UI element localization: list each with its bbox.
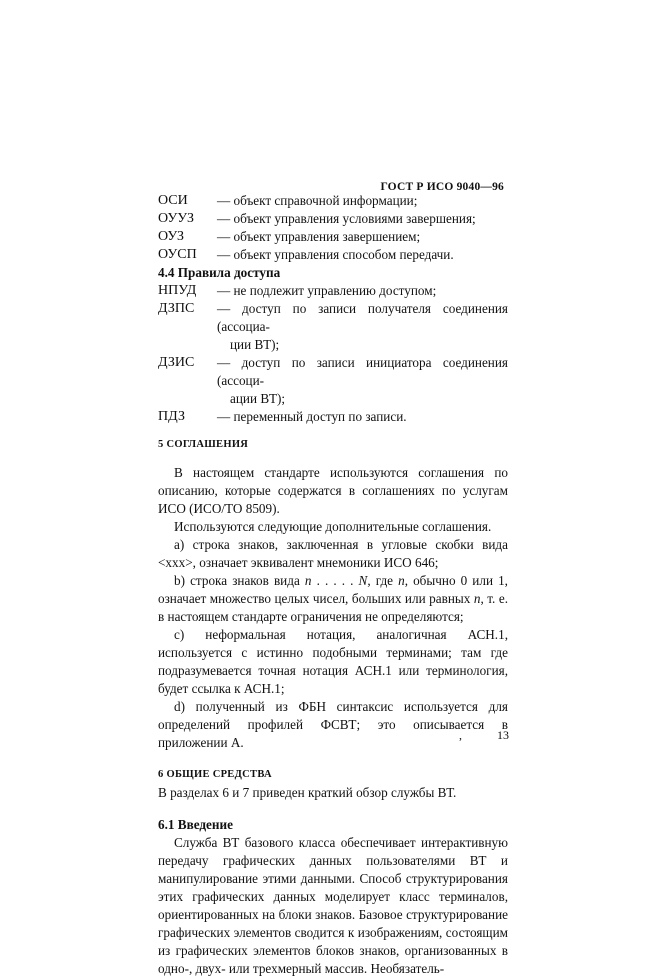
section-5-paragraph: Используются следующие дополнительные соглашения.: [174, 519, 492, 534]
abbreviation-definition-continuation: ации ВТ);: [230, 391, 286, 406]
abbreviation-definition: — объект справочной информации;: [217, 193, 418, 208]
abbreviation-term: ДЗПС: [158, 301, 195, 316]
section-5-paragraph: В настоящем стандарте используются соглашения по описанию, которые содержатся в соглашениях по услугам ИСО (ИСО/ТО 8509).: [158, 465, 508, 516]
convention-item-b: [158, 572, 508, 626]
footer-mark: ,: [459, 728, 462, 742]
section-6-1-paragraph: Служба ВТ базового класса обеспечивает интерактивную передачу графических данных пользователями ВТ и манипулирование этими данными. Способ структурирования этих графических данных моделирует класс терминалов, ориентированных на блоки знаков. Базовое структурирование графических элементов сводится к изображениям, состоящим из графических элементов блоков знаков, организованных в одно-, двух- или трехмерный массив. Необязатель-: [158, 835, 508, 976]
text-fragment: N: [358, 573, 368, 588]
text-fragment: , обычно 0 или 1, означает множество целых чисел, больших или равных: [158, 573, 508, 606]
abbreviation-definition: — объект управления завершением;: [217, 229, 421, 244]
abbreviation-definition-continuation: ции ВТ);: [230, 337, 280, 352]
abbreviation-row: [158, 282, 508, 300]
convention-item-a: а) строка знаков, заключенная в угловые скобки вида <xxx>, означает эквивалент мнемоники ИСО 646;: [158, 537, 508, 570]
abbreviation-definition: — переменный доступ по записи.: [217, 409, 407, 424]
text-fragment: . . . . .: [311, 573, 359, 588]
abbreviation-definition: — доступ по записи получателя соединения (ассоциа-: [217, 301, 508, 334]
abbreviation-row: [158, 300, 508, 354]
convention-item-c: с) неформальная нотация, аналогичная АСН.1, используется с истинно подобными терминами; там где подразумевается точная нотация АСН.1 или терминология, будет ссылка к АСН.1;: [158, 627, 508, 696]
abbreviation-term: ОУУЗ: [158, 211, 194, 226]
abbreviation-definition: — объект управления условиями завершения;: [217, 211, 476, 226]
text-fragment: , где: [367, 573, 399, 588]
section-6-heading: 6 ОБЩИЕ СРЕДСТВА: [158, 769, 272, 780]
access-rules-list: [158, 282, 508, 426]
abbreviation-row: [158, 408, 508, 426]
abbreviation-definition: — не подлежит управлению доступом;: [217, 283, 437, 298]
text-fragment: n: [398, 573, 405, 588]
abbreviation-list-top: [158, 192, 508, 264]
text-fragment: n: [473, 591, 481, 606]
abbreviation-term: ДЗИС: [158, 355, 195, 370]
convention-item-d: d) полученный из ФБН синтаксис используется для определений профилей ФСВТ; это описывается в приложении А.: [158, 699, 508, 750]
text-fragment: n: [304, 573, 312, 588]
standard-reference-header: ГОСТ Р ИСО 9040—96: [380, 181, 504, 193]
abbreviation-definition-wrap: [217, 354, 508, 408]
abbreviation-term: НПУД: [158, 283, 197, 298]
text-fragment: , т. е. в настоящем стандарте ограничения не определяются;: [158, 591, 509, 624]
abbreviation-term: ПДЗ: [158, 409, 186, 424]
abbreviation-row: [158, 354, 508, 408]
section-4-4-title: 4.4 Правила доступа: [158, 265, 281, 280]
page-number: 13: [497, 728, 509, 742]
section-6-1-title: 6.1 Введение: [158, 817, 233, 832]
abbreviation-term: ОУСП: [158, 247, 197, 262]
abbreviation-definition: — доступ по записи инициатора соединения (ассоци-: [217, 355, 508, 388]
abbreviation-row: [158, 210, 508, 228]
section-6-paragraph: В разделах 6 и 7 приведен краткий обзор службы ВТ.: [158, 785, 457, 800]
abbreviation-term: ОУЗ: [158, 229, 185, 244]
abbreviation-definition: — объект управления способом передачи.: [217, 247, 454, 262]
abbreviation-row: [158, 246, 508, 264]
page-content: [158, 192, 508, 978]
abbreviation-row: [158, 192, 508, 210]
abbreviation-row: [158, 228, 508, 246]
section-5-heading: 5 СОГЛАШЕНИЯ: [158, 439, 249, 450]
abbreviation-definition-wrap: [217, 300, 508, 354]
abbreviation-term: ОСИ: [158, 193, 188, 208]
text-fragment: b) строка знаков вида: [174, 573, 305, 588]
